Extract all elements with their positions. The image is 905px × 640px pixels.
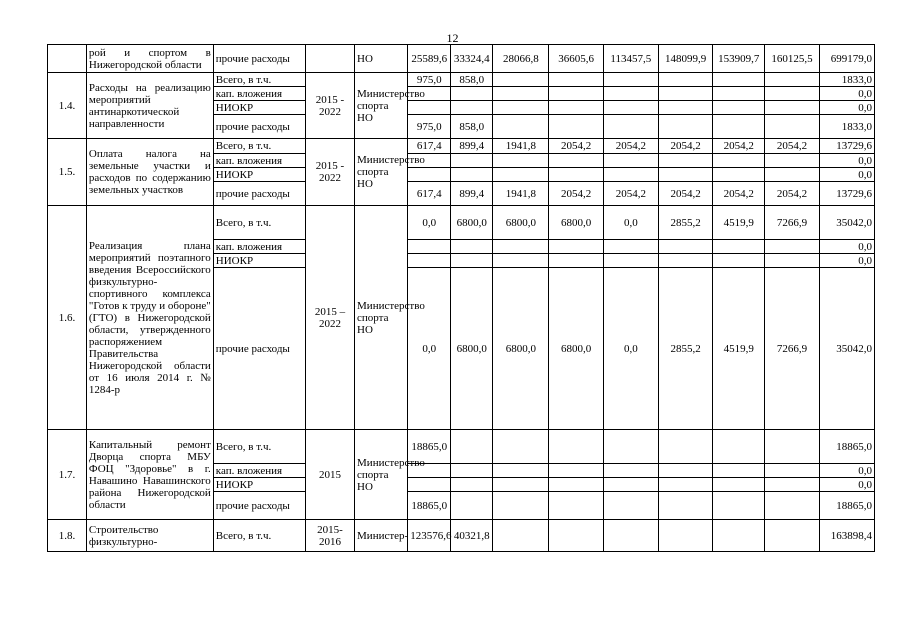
year-value — [549, 115, 603, 139]
period: 2015 – 2022 — [305, 206, 354, 430]
total-value: 18865,0 — [819, 492, 874, 520]
year-value: 6800,0 — [549, 206, 603, 240]
year-value — [603, 101, 658, 115]
year-value — [603, 115, 658, 139]
year-value: 2054,2 — [603, 139, 658, 154]
year-value — [451, 87, 493, 101]
year-value — [658, 464, 712, 478]
table-row — [48, 139, 875, 154]
year-value: 7266,9 — [765, 268, 819, 430]
year-value — [603, 464, 658, 478]
year-value — [493, 73, 549, 87]
year-value — [658, 430, 712, 464]
year-value — [549, 520, 603, 552]
year-value — [603, 154, 658, 168]
row-id: 1.5. — [48, 139, 87, 206]
total-value: 0,0 — [819, 168, 874, 182]
expense-type: Всего, в т.ч. — [213, 520, 305, 552]
table-row — [48, 520, 875, 552]
year-value — [713, 520, 765, 552]
year-value — [451, 254, 493, 268]
year-value — [765, 478, 819, 492]
year-value: 6800,0 — [451, 206, 493, 240]
expense-type: НИОКР — [213, 101, 305, 115]
year-value — [549, 464, 603, 478]
year-value: 153909,7 — [713, 45, 765, 73]
year-value — [603, 520, 658, 552]
year-value — [549, 168, 603, 182]
year-value: 6800,0 — [493, 206, 549, 240]
year-value: 7266,9 — [765, 206, 819, 240]
year-value — [765, 115, 819, 139]
year-value — [658, 520, 712, 552]
total-value: 0,0 — [819, 240, 874, 254]
year-value — [451, 168, 493, 182]
year-value — [713, 240, 765, 254]
year-value — [713, 478, 765, 492]
year-value — [603, 254, 658, 268]
program-name: Оплата налога на земельные участки и расходов по содержанию земельных участков — [86, 139, 213, 206]
expense-type: прочие расходы — [213, 115, 305, 139]
year-value — [451, 492, 493, 520]
total-value: 18865,0 — [819, 430, 874, 464]
year-value: 2054,2 — [549, 182, 603, 206]
year-value — [765, 87, 819, 101]
year-value: 18865,0 — [408, 492, 451, 520]
year-value: 25589,6 — [408, 45, 451, 73]
year-value — [658, 73, 712, 87]
program-name: Строительство физкультурно- — [86, 520, 213, 552]
year-value: 2054,2 — [765, 139, 819, 154]
year-value: 1941,8 — [493, 182, 549, 206]
year-value — [549, 101, 603, 115]
row-id: 1.4. — [48, 73, 87, 139]
year-value: 617,4 — [408, 182, 451, 206]
year-value — [713, 254, 765, 268]
period: 2015 — [305, 430, 354, 520]
year-value — [451, 464, 493, 478]
year-value: 4519,9 — [713, 206, 765, 240]
total-value: 35042,0 — [819, 206, 874, 240]
expense-type: НИОКР — [213, 478, 305, 492]
year-value — [549, 430, 603, 464]
period: 2015 - 2022 — [305, 73, 354, 139]
year-value: 2054,2 — [765, 182, 819, 206]
year-value — [451, 240, 493, 254]
year-value — [493, 478, 549, 492]
year-value: 6800,0 — [493, 268, 549, 430]
executor: НО — [355, 45, 408, 73]
year-value — [713, 115, 765, 139]
year-value: 899,4 — [451, 139, 493, 154]
expense-type: кап. вложения — [213, 87, 305, 101]
year-value — [765, 492, 819, 520]
year-value — [451, 478, 493, 492]
year-value: 2054,2 — [658, 139, 712, 154]
year-value — [493, 240, 549, 254]
year-value — [658, 478, 712, 492]
total-value: 0,0 — [819, 464, 874, 478]
total-value: 699179,0 — [819, 45, 874, 73]
year-value — [765, 464, 819, 478]
year-value: 18865,0 — [408, 430, 451, 464]
expense-type: прочие расходы — [213, 45, 305, 73]
executor: Министерство спорта НО — [355, 430, 408, 520]
year-value — [451, 154, 493, 168]
total-value: 0,0 — [819, 154, 874, 168]
year-value — [408, 101, 451, 115]
year-value — [493, 464, 549, 478]
expense-type: прочие расходы — [213, 492, 305, 520]
year-value — [765, 101, 819, 115]
year-value — [549, 254, 603, 268]
year-value — [549, 240, 603, 254]
year-value — [603, 168, 658, 182]
year-value: 1941,8 — [493, 139, 549, 154]
total-value: 13729,6 — [819, 182, 874, 206]
year-value — [493, 168, 549, 182]
program-name: Реализация плана мероприятий поэтапного введения Всероссийского физкультурно-спортивного комплекса "Готов к труду и обороне" (ГТО) в Нижегородской области, утвержденного распоряжением Правительства Нижегородской области от 16 июля 2014 г. № 1284-р — [86, 206, 213, 430]
year-value: 36605,6 — [549, 45, 603, 73]
expense-type: Всего, в т.ч. — [213, 73, 305, 87]
year-value — [765, 240, 819, 254]
year-value — [765, 520, 819, 552]
expense-type: кап. вложения — [213, 240, 305, 254]
year-value — [658, 168, 712, 182]
year-value — [765, 154, 819, 168]
program-name: Расходы на реализацию мероприятий антинаркотической направленности — [86, 73, 213, 139]
year-value — [408, 168, 451, 182]
year-value — [549, 478, 603, 492]
period — [305, 45, 354, 73]
year-value — [713, 464, 765, 478]
year-value: 617,4 — [408, 139, 451, 154]
expense-type: НИОКР — [213, 168, 305, 182]
table-row — [48, 206, 875, 240]
year-value — [603, 87, 658, 101]
total-value: 1833,0 — [819, 73, 874, 87]
expense-type: Всего, в т.ч. — [213, 430, 305, 464]
year-value — [549, 73, 603, 87]
year-value: 123576,6 — [408, 520, 451, 552]
year-value: 0,0 — [603, 206, 658, 240]
year-value — [493, 87, 549, 101]
year-value: 40321,8 — [451, 520, 493, 552]
year-value — [603, 430, 658, 464]
year-value: 0,0 — [408, 268, 451, 430]
expense-type: НИОКР — [213, 254, 305, 268]
total-value: 163898,4 — [819, 520, 874, 552]
expense-type: кап. вложения — [213, 464, 305, 478]
year-value — [549, 154, 603, 168]
year-value — [451, 101, 493, 115]
executor: Министерство спорта НО — [355, 206, 408, 430]
year-value — [713, 492, 765, 520]
year-value — [493, 115, 549, 139]
row-id: 1.6. — [48, 206, 87, 430]
expense-type: кап. вложения — [213, 154, 305, 168]
row-id: 1.7. — [48, 430, 87, 520]
year-value: 6800,0 — [451, 268, 493, 430]
year-value — [658, 115, 712, 139]
executor: Министер- — [355, 520, 408, 552]
year-value: 975,0 — [408, 115, 451, 139]
year-value: 160125,5 — [765, 45, 819, 73]
executor: Министерство спорта НО — [355, 139, 408, 206]
year-value — [765, 254, 819, 268]
year-value: 2855,2 — [658, 268, 712, 430]
table-row — [48, 73, 875, 87]
year-value — [765, 430, 819, 464]
year-value: 2054,2 — [713, 182, 765, 206]
expense-type: прочие расходы — [213, 268, 305, 430]
year-value: 975,0 — [408, 73, 451, 87]
year-value: 858,0 — [451, 73, 493, 87]
year-value — [658, 154, 712, 168]
total-value: 0,0 — [819, 87, 874, 101]
year-value — [765, 73, 819, 87]
year-value: 6800,0 — [549, 268, 603, 430]
year-value: 33324,4 — [451, 45, 493, 73]
year-value: 2054,2 — [658, 182, 712, 206]
year-value — [493, 520, 549, 552]
year-value: 2054,2 — [603, 182, 658, 206]
year-value: 899,4 — [451, 182, 493, 206]
total-value: 0,0 — [819, 254, 874, 268]
year-value — [493, 154, 549, 168]
year-value: 0,0 — [408, 206, 451, 240]
year-value — [549, 492, 603, 520]
row-id: 1.8. — [48, 520, 87, 552]
year-value: 2855,2 — [658, 206, 712, 240]
year-value — [713, 154, 765, 168]
expense-type: прочие расходы — [213, 182, 305, 206]
year-value — [493, 254, 549, 268]
total-value: 0,0 — [819, 478, 874, 492]
year-value — [713, 87, 765, 101]
year-value — [549, 87, 603, 101]
year-value: 858,0 — [451, 115, 493, 139]
page-number: 12 — [446, 31, 459, 45]
year-value — [765, 168, 819, 182]
year-value: 0,0 — [603, 268, 658, 430]
year-value — [408, 240, 451, 254]
year-value — [493, 492, 549, 520]
year-value — [451, 430, 493, 464]
executor: Министерство спорта НО — [355, 73, 408, 139]
year-value: 2054,2 — [713, 139, 765, 154]
total-value: 35042,0 — [819, 268, 874, 430]
year-value — [408, 478, 451, 492]
year-value — [713, 101, 765, 115]
expense-type: Всего, в т.ч. — [213, 139, 305, 154]
year-value: 28066,8 — [493, 45, 549, 73]
period: 2015 - 2022 — [305, 139, 354, 206]
year-value: 4519,9 — [713, 268, 765, 430]
year-value: 113457,5 — [603, 45, 658, 73]
program-name: Капитальный ремонт Дворца спорта МБУ ФОЦ "Здоровье" в г. Навашино Навашинского района Нижегородской области — [86, 430, 213, 520]
year-value — [493, 101, 549, 115]
year-value — [658, 254, 712, 268]
period: 2015-2016 — [305, 520, 354, 552]
year-value — [603, 478, 658, 492]
year-value — [658, 240, 712, 254]
year-value — [713, 168, 765, 182]
total-value: 1833,0 — [819, 115, 874, 139]
table-row — [48, 45, 875, 73]
year-value: 2054,2 — [549, 139, 603, 154]
year-value — [713, 73, 765, 87]
table-row — [48, 430, 875, 464]
year-value: 148099,9 — [658, 45, 712, 73]
budget-table — [47, 44, 875, 552]
year-value — [658, 492, 712, 520]
total-value: 0,0 — [819, 101, 874, 115]
expense-type: Всего, в т.ч. — [213, 206, 305, 240]
year-value — [658, 87, 712, 101]
year-value — [658, 101, 712, 115]
year-value — [713, 430, 765, 464]
year-value — [408, 254, 451, 268]
total-value: 13729,6 — [819, 139, 874, 154]
year-value — [603, 73, 658, 87]
year-value — [603, 492, 658, 520]
row-id-cell — [48, 45, 87, 73]
year-value — [493, 430, 549, 464]
program-name: рой и спортом в Нижегородской области — [86, 45, 213, 73]
year-value — [603, 240, 658, 254]
